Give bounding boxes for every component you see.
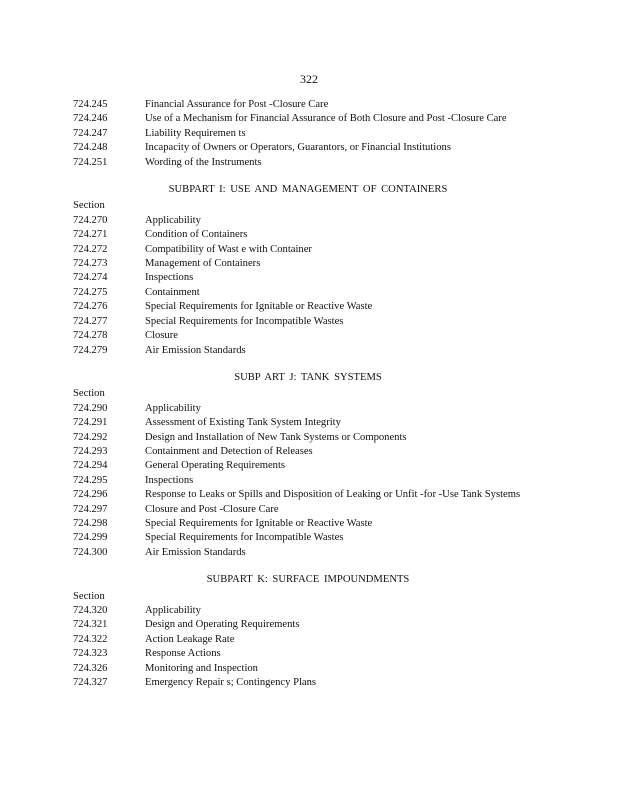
section-title: Liability Requiremen ts: [145, 127, 246, 139]
section-title: Containment: [145, 286, 200, 298]
section-title: Inspections: [145, 474, 194, 486]
section-number: 724.295: [73, 474, 108, 486]
section-title: Design and Installation of New Tank Systems or Components: [145, 431, 407, 443]
section-title: Closure: [145, 330, 178, 342]
toc-entry: [73, 98, 533, 112]
section-title: Assessment of Existing Tank System Integrity: [145, 417, 341, 429]
section-number: 724.291: [73, 417, 108, 429]
section-title: Incapacity of Owners or Operators, Guarantors, or Financial Institutions: [145, 142, 451, 154]
section-title: Special Requirements for Incompatible Wastes: [145, 532, 344, 544]
toc-entry: [73, 243, 533, 257]
section-title: Inspections: [145, 272, 194, 284]
section-title: Containment and Detection of Releases: [145, 445, 313, 457]
section-number: 724.322: [73, 633, 108, 645]
section-title: Response Actions: [145, 648, 221, 660]
subpart-i: [73, 183, 533, 358]
section-title: Management of Containers: [145, 258, 261, 270]
subpart-j: [73, 371, 533, 560]
toc-entry: [73, 315, 533, 329]
section-number: 724.274: [73, 272, 108, 284]
section-number: 724.292: [73, 431, 108, 443]
subpart-heading: SUBP ART J: TANK SYSTEMS: [234, 371, 382, 383]
section-title: Action Leakage Rate: [145, 633, 235, 645]
toc-entry: [73, 474, 533, 488]
section-title: Applicability: [145, 605, 201, 616]
section-title: Closure and Post -Closure Care: [145, 503, 279, 515]
section-number: 724.272: [73, 243, 108, 255]
toc-entry: [73, 662, 533, 676]
toc-entry: [73, 633, 533, 647]
toc-entry: [73, 546, 533, 560]
section-label: Section: [73, 590, 105, 602]
section-number: 724.246: [73, 113, 108, 125]
section-label: Section: [73, 388, 105, 400]
section-title: Financial Assurance for Post -Closure Care: [145, 99, 329, 110]
subpart-heading: SUBPART K: SURFACE IMPOUNDMENTS: [206, 574, 410, 586]
intro-entries: [73, 98, 533, 170]
section-title: Air Emission Standards: [145, 546, 246, 558]
section-number: 724.273: [73, 258, 108, 270]
section-number: 724.270: [73, 214, 108, 226]
toc-entry: [73, 228, 533, 242]
section-number: 724.248: [73, 142, 108, 154]
section-title: Applicability: [145, 214, 201, 226]
section-title: Use of a Mechanism for Financial Assurance of Both Closure and Post -Closure Care: [145, 113, 507, 125]
section-number: 724.296: [73, 489, 108, 501]
toc-entry: [73, 271, 533, 285]
section-number: 724.323: [73, 648, 108, 660]
section-title: Air Emission Standards: [145, 344, 246, 356]
toc-entry: [73, 517, 533, 531]
section-number: 724.300: [73, 546, 108, 558]
section-number: 724.298: [73, 517, 108, 529]
toc-entry: [73, 618, 533, 632]
toc-entry: [73, 431, 533, 445]
section-title: Special Requirements for Ignitable or Reactive Waste: [145, 301, 373, 313]
toc-entry: [73, 127, 533, 141]
toc-entry: [73, 459, 533, 473]
section-title: Condition of Containers: [145, 229, 248, 241]
toc-entry: [73, 676, 533, 690]
subpart-k: [73, 573, 533, 690]
section-number: 724.297: [73, 503, 108, 515]
section-number: 724.278: [73, 330, 108, 342]
section-number: 724.326: [73, 662, 108, 674]
section-title: Special Requirements for Incompatible Wastes: [145, 315, 344, 327]
toc-entry: [73, 344, 533, 358]
page-number: 322: [300, 72, 318, 86]
section-number: 724.245: [73, 99, 108, 110]
section-number: 724.276: [73, 301, 108, 313]
section-number: 724.290: [73, 402, 108, 414]
section-title: Emergency Repair s; Contingency Plans: [145, 677, 317, 689]
toc-entry: [73, 300, 533, 314]
toc-entry: [73, 141, 533, 155]
section-title: Compatibility of Wast e with Container: [145, 243, 312, 255]
section-title: Design and Operating Requirements: [145, 619, 300, 631]
section-number: 724.327: [73, 677, 108, 689]
section-number: 724.251: [73, 156, 108, 168]
section-number: 724.294: [73, 460, 108, 472]
toc-entry: [73, 156, 533, 170]
section-number: 724.275: [73, 286, 108, 298]
section-title: Special Requirements for Ignitable or Reactive Waste: [145, 517, 373, 529]
section-number: 724.320: [73, 605, 108, 616]
section-title: Applicability: [145, 402, 201, 414]
toc-entry: [73, 503, 533, 517]
section-number: 724.279: [73, 344, 108, 356]
toc-entry: [73, 214, 533, 228]
subpart-heading: SUBPART I: USE AND MANAGEMENT OF CONTAINERS: [168, 184, 448, 196]
section-number: 724.321: [73, 619, 108, 631]
section-title: General Operating Requirements: [145, 460, 286, 472]
section-number: 724.299: [73, 532, 108, 544]
section-number: 724.293: [73, 445, 108, 457]
toc-entry: [73, 416, 533, 430]
toc-entry: [73, 488, 533, 502]
section-title: Wording of the Instruments: [145, 156, 262, 168]
toc-entry: [73, 604, 533, 618]
toc-entry: [73, 329, 533, 343]
section-title: Monitoring and Inspection: [145, 662, 258, 674]
toc-entry: [73, 286, 533, 300]
section-number: 724.271: [73, 229, 108, 241]
table-of-contents: [73, 98, 533, 690]
toc-entry: [73, 402, 533, 416]
toc-entry: [73, 257, 533, 271]
section-number: 724.277: [73, 315, 108, 327]
toc-entry: [73, 112, 533, 126]
toc-entry: [73, 647, 533, 661]
section-label: Section: [73, 200, 105, 212]
section-number: 724.247: [73, 127, 108, 139]
section-title: Response to Leaks or Spills and Disposition of Leaking or Unfit -for -Use Tank Systems: [145, 489, 521, 501]
toc-entry: [73, 531, 533, 545]
toc-entry: [73, 445, 533, 459]
